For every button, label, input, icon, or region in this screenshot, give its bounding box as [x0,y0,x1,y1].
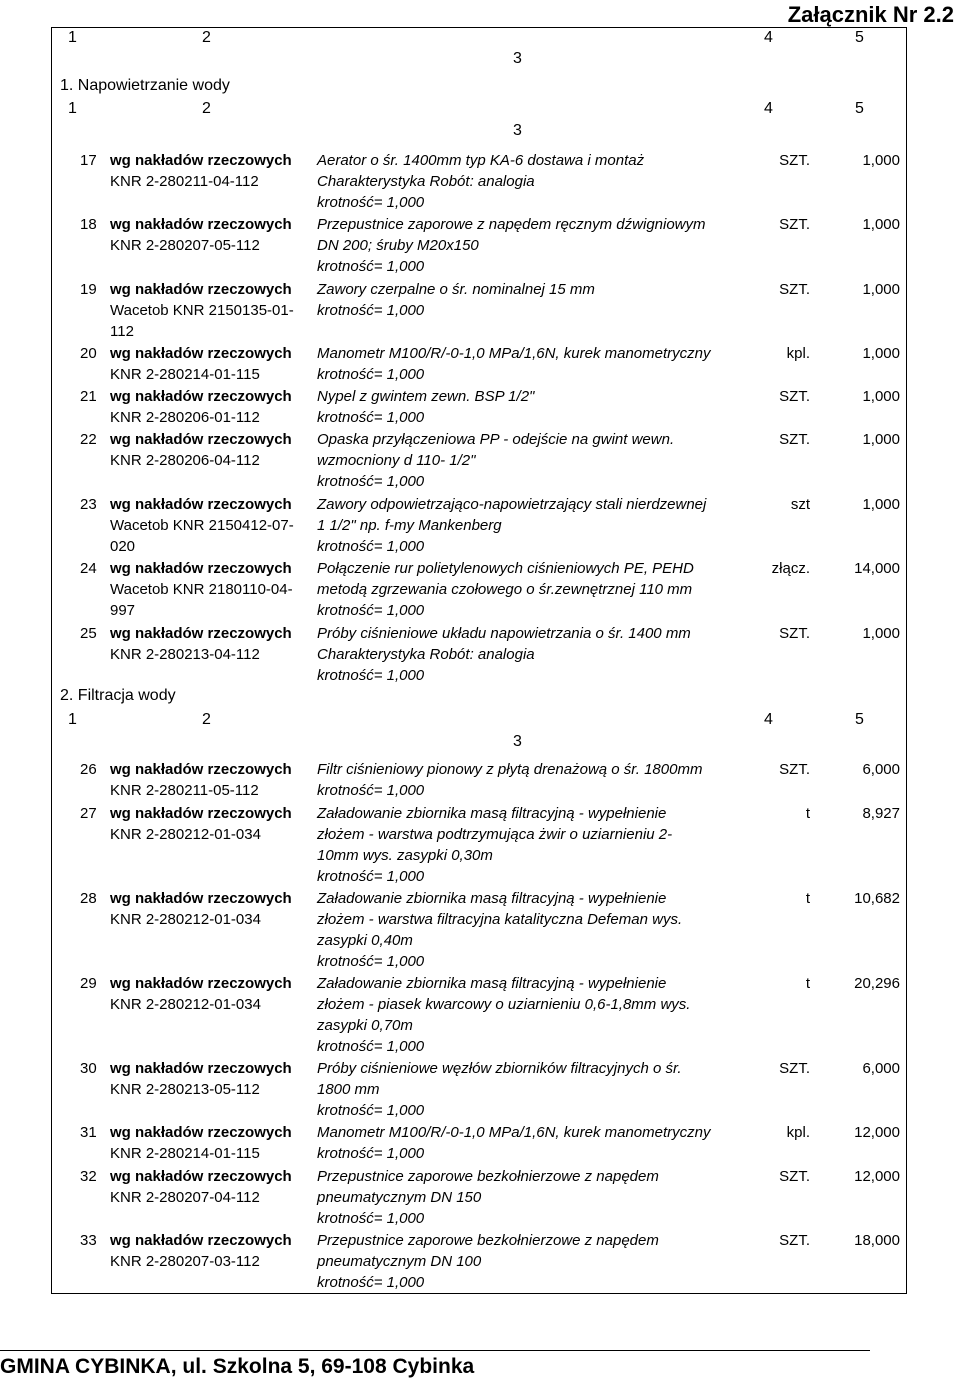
source-basis: wg nakładów rzeczowych [110,805,292,822]
source-basis: wg nakładów rzeczowych [110,345,292,362]
description-line: Opaska przyłączeniowa PP - odejście na gwint wewn. [317,431,675,448]
row-source [110,214,300,256]
section-title: 1. Napowietrzanie wody [60,77,230,94]
source-code: KNR 2-280212-01-034 [110,826,261,843]
row-unit: SZT. [779,216,810,233]
col-header-1: 1 [68,711,77,728]
row-source [110,1230,300,1272]
attachment-label: Załącznik Nr 2.2 [787,2,954,27]
row-unit: złącz. [771,560,810,577]
row-source [110,1122,300,1164]
row-quantity: 14,000 [854,560,900,577]
row-source [110,279,300,342]
row-number: 17 [80,152,97,169]
description-line: krotność= 1,000 [317,302,425,319]
source-basis: wg nakładów rzeczowych [110,152,292,169]
col-header-2: 2 [202,29,211,46]
description-line: Przepustnice zaporowe z napędem ręcznym dźwigniowym [317,216,706,233]
description-line: złożem - warstwa filtracyjna katalityczna Defeman wys. [317,911,683,928]
row-description [317,343,727,385]
row-quantity: 18,000 [854,1232,900,1249]
row-number: 20 [80,345,97,362]
col-header-5: 5 [855,711,864,728]
row-source [110,494,300,557]
description-line: Załadowanie zbiornika masą filtracyjną - wypełnienie [317,890,667,907]
row-number: 31 [80,1124,97,1141]
description-line: krotność= 1,000 [317,667,425,684]
row-unit: SZT. [779,152,810,169]
source-code: KNR 2-280214-01-115 [110,1145,260,1162]
row-quantity: 6,000 [862,761,900,778]
description-line: krotność= 1,000 [317,1145,425,1162]
row-unit: kpl. [786,1124,810,1141]
row-source [110,973,300,1015]
source-code: KNR 2-280207-05-112 [110,237,260,254]
row-source [110,558,300,621]
source-code: Wacetob KNR 2180110-04- [110,581,293,598]
row-source [110,759,300,801]
row-quantity: 1,000 [862,431,900,448]
description-line: krotność= 1,000 [317,1102,425,1119]
description-line: krotność= 1,000 [317,782,425,799]
row-source [110,429,300,471]
row-description [317,558,727,621]
col-header-4: 4 [764,100,773,117]
description-line: złożem - piasek kwarcowy o uziarnieniu 0,6-1,8mm wys. [317,996,691,1013]
description-line: Charakterystyka Robót: analogia [317,646,535,663]
row-quantity: 1,000 [862,388,900,405]
row-description [317,494,727,557]
row-quantity: 1,000 [862,216,900,233]
description-line: krotność= 1,000 [317,1038,425,1055]
col-header-3: 3 [513,733,522,750]
source-basis: wg nakładów rzeczowych [110,216,292,233]
description-line: Aerator o śr. 1400mm typ KA-6 dostawa i montaż [317,152,645,169]
description-line: Filtr ciśnieniowy pionowy z płytą drenażową o śr. 1800mm [317,761,703,778]
source-code: KNR 2-280206-04-112 [110,452,260,469]
row-description [317,1230,727,1293]
row-quantity: 1,000 [862,281,900,298]
source-code: KNR 2-280211-05-112 [110,782,259,799]
row-unit: t [805,805,810,822]
row-description [317,1058,727,1121]
source-code: Wacetob KNR 2150412-07- [110,517,294,534]
row-description [317,150,727,213]
source-code-cont: 997 [110,602,136,619]
row-description [317,214,727,277]
description-line: DN 200; śruby M20x150 [317,237,479,254]
description-line: 1 1/2" np. f-my Mankenberg [317,517,502,534]
row-number: 26 [80,761,97,778]
row-source [110,150,300,192]
source-basis: wg nakładów rzeczowych [110,1124,292,1141]
row-number: 30 [80,1060,97,1077]
description-line: krotność= 1,000 [317,258,425,275]
description-line: 1800 mm [317,1081,380,1098]
row-unit: SZT. [779,1060,810,1077]
col-header-1: 1 [68,29,77,46]
row-quantity: 12,000 [854,1124,900,1141]
source-basis: wg nakładów rzeczowych [110,560,292,577]
description-line: pneumatycznym DN 100 [317,1253,482,1270]
description-line: krotność= 1,000 [317,953,425,970]
row-number: 33 [80,1232,97,1249]
source-basis: wg nakładów rzeczowych [110,431,292,448]
description-line: Próby ciśnieniowe układu napowietrzania o śr. 1400 mm [317,625,691,642]
description-line: wzmocniony d 110- 1/2" [317,452,476,469]
row-description [317,386,727,428]
row-description [317,623,727,686]
source-code-cont: 112 [110,323,134,340]
source-basis: wg nakładów rzeczowych [110,1232,292,1249]
row-quantity: 1,000 [862,152,900,169]
row-quantity: 8,927 [862,805,900,822]
source-basis: wg nakładów rzeczowych [110,761,292,778]
source-code: KNR 2-280207-04-112 [110,1189,260,1206]
description-line: Przepustnice zaporowe bezkołnierzowe z napędem [317,1168,659,1185]
source-code: KNR 2-280207-03-112 [110,1253,260,1270]
description-line: krotność= 1,000 [317,194,425,211]
source-basis: wg nakładów rzeczowych [110,1060,292,1077]
row-number: 25 [80,625,97,642]
row-number: 32 [80,1168,97,1185]
source-code: KNR 2-280212-01-034 [110,996,261,1013]
col-header-4: 4 [764,711,773,728]
source-code: KNR 2-280206-01-112 [110,409,260,426]
row-source [110,1058,300,1100]
description-line: pneumatycznym DN 150 [317,1189,482,1206]
col-header-5: 5 [855,100,864,117]
description-line: 10mm wys. zasypki 0,30m [317,847,493,864]
description-line: krotność= 1,000 [317,473,425,490]
description-line: Nypel z gwintem zewn. BSP 1/2" [317,388,535,405]
row-quantity: 12,000 [854,1168,900,1185]
row-description [317,279,727,321]
description-line: Połączenie rur polietylenowych ciśnieniowych PE, PEHD [317,560,694,577]
description-line: Przepustnice zaporowe bezkołnierzowe z napędem [317,1232,659,1249]
source-code: KNR 2-280213-04-112 [110,646,260,663]
description-line: krotność= 1,000 [317,538,425,555]
row-unit: SZT. [779,625,810,642]
row-quantity: 20,296 [854,975,900,992]
row-number: 27 [80,805,97,822]
row-unit: kpl. [786,345,810,362]
footer-rule [0,1350,870,1351]
source-code: KNR 2-280211-04-112 [110,173,259,190]
row-unit: szt [790,496,810,513]
row-source [110,803,300,845]
row-description [317,1166,727,1229]
row-description [317,429,727,492]
source-code: KNR 2-280212-01-034 [110,911,261,928]
row-quantity: 1,000 [862,345,900,362]
row-unit: SZT. [779,431,810,448]
source-basis: wg nakładów rzeczowych [110,975,292,992]
row-quantity: 1,000 [862,625,900,642]
section-title: 2. Filtracja wody [60,687,176,704]
description-line: krotność= 1,000 [317,868,425,885]
row-quantity: 1,000 [862,496,900,513]
source-basis: wg nakładów rzeczowych [110,496,292,513]
description-line: zasypki 0,70m [317,1017,413,1034]
description-line: zasypki 0,40m [317,932,413,949]
row-number: 19 [80,281,97,298]
description-line: krotność= 1,000 [317,409,425,426]
row-description [317,803,727,887]
col-header-3: 3 [513,50,522,67]
description-line: Manometr M100/R/-0-1,0 MPa/1,6N, kurek manometryczny [317,345,711,362]
source-code: KNR 2-280213-05-112 [110,1081,260,1098]
source-code-cont: 020 [110,538,136,555]
row-unit: SZT. [779,1232,810,1249]
row-description [317,888,727,972]
row-number: 23 [80,496,97,513]
source-basis: wg nakładów rzeczowych [110,1168,292,1185]
col-header-2: 2 [202,100,211,117]
row-unit: t [805,975,810,992]
row-number: 18 [80,216,97,233]
description-line: krotność= 1,000 [317,602,425,619]
row-quantity: 6,000 [862,1060,900,1077]
row-source [110,1166,300,1208]
description-line: Załadowanie zbiornika masą filtracyjną - wypełnienie [317,975,667,992]
row-number: 22 [80,431,97,448]
description-line: Manometr M100/R/-0-1,0 MPa/1,6N, kurek manometryczny [317,1124,711,1141]
description-line: Charakterystyka Robót: analogia [317,173,535,190]
col-header-1: 1 [68,100,77,117]
source-basis: wg nakładów rzeczowych [110,388,292,405]
description-line: Załadowanie zbiornika masą filtracyjną - wypełnienie [317,805,667,822]
col-header-5: 5 [855,29,864,46]
source-basis: wg nakładów rzeczowych [110,625,292,642]
row-source [110,888,300,930]
source-basis: wg nakładów rzeczowych [110,281,292,298]
row-unit: SZT. [779,281,810,298]
row-number: 24 [80,560,97,577]
description-line: krotność= 1,000 [317,1274,425,1291]
col-header-4: 4 [764,29,773,46]
description-line: złożem - warstwa podtrzymująca żwir o uziarnieniu 2- [317,826,673,843]
description-line: Próby ciśnieniowe węzłów zbiorników filtracyjnych o śr. [317,1060,682,1077]
col-header-3: 3 [513,122,522,139]
row-number: 28 [80,890,97,907]
row-unit: SZT. [779,388,810,405]
row-number: 29 [80,975,97,992]
row-unit: t [805,890,810,907]
row-source [110,343,300,385]
row-description [317,1122,727,1164]
description-line: metodą zgrzewania czołowego o śr.zewnętrznej 110 mm [317,581,693,598]
col-header-2: 2 [202,711,211,728]
row-source [110,386,300,428]
description-line: Zawory odpowietrzająco-napowietrzający stali nierdzewnej [317,496,707,513]
source-basis: wg nakładów rzeczowych [110,890,292,907]
row-quantity: 10,682 [854,890,900,907]
row-unit: SZT. [779,761,810,778]
description-line: Zawory czerpalne o śr. nominalnej 15 mm [317,281,595,298]
row-description [317,973,727,1057]
row-description [317,759,727,801]
row-unit: SZT. [779,1168,810,1185]
row-source [110,623,300,665]
description-line: krotność= 1,000 [317,1210,425,1227]
source-code: KNR 2-280214-01-115 [110,366,260,383]
footer-address: GMINA CYBINKA, ul. Szkolna 5, 69-108 Cybinka [0,1355,475,1378]
row-number: 21 [80,388,97,405]
source-code: Wacetob KNR 2150135-01- [110,302,294,319]
description-line: krotność= 1,000 [317,366,425,383]
